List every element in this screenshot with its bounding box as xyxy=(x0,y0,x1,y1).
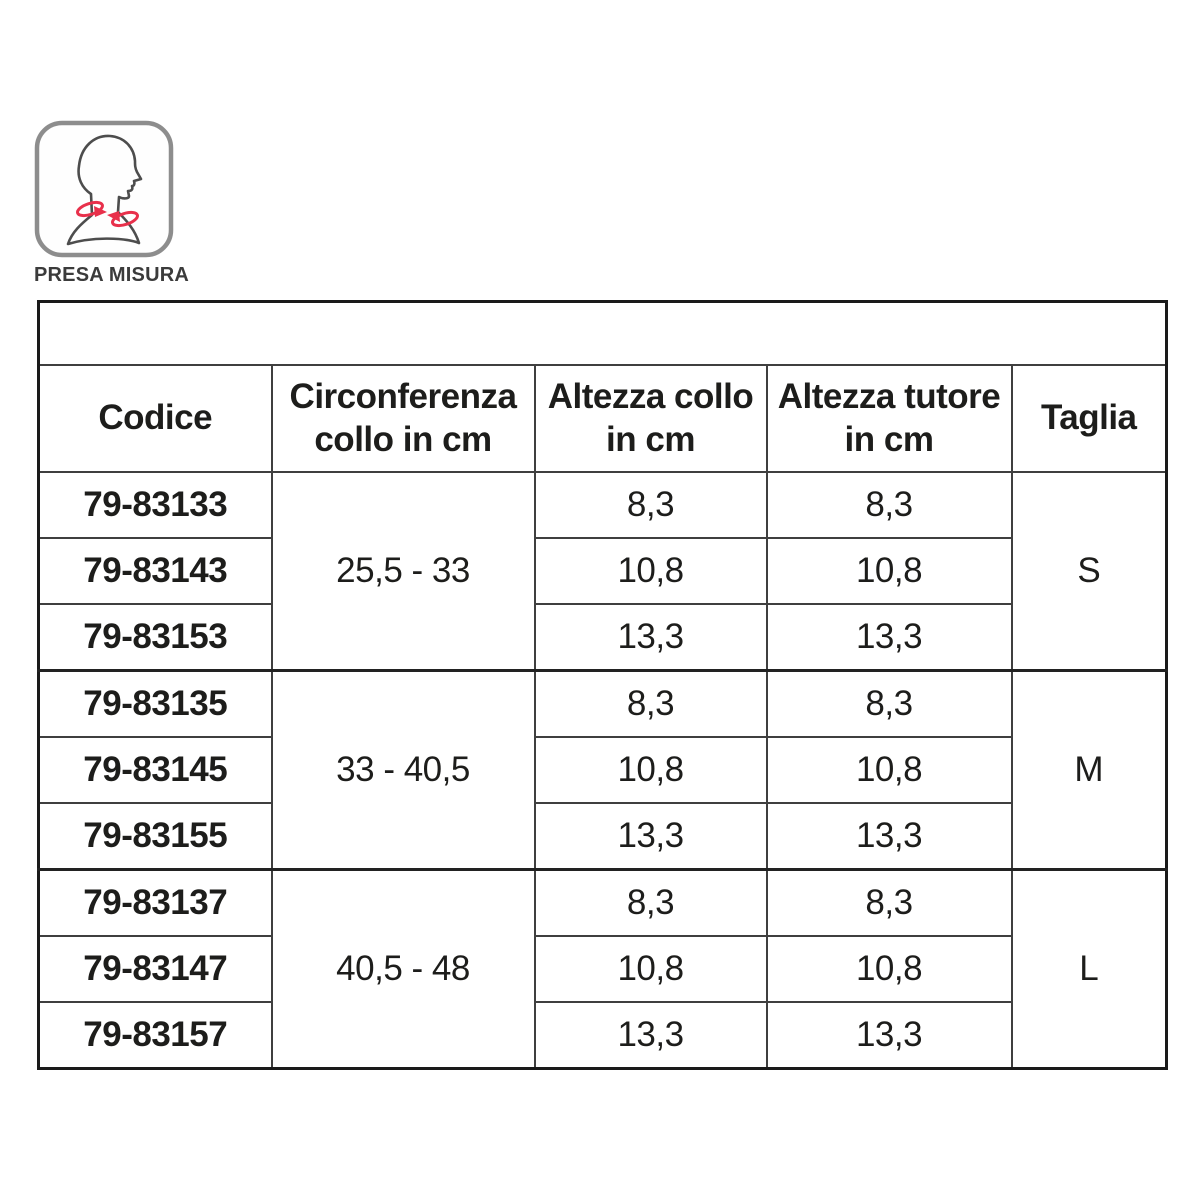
size-cell: S xyxy=(1012,472,1167,671)
altezza-tutore-cell: 8,3 xyxy=(767,671,1012,738)
table-row xyxy=(39,472,1167,538)
altezza-tutore-cell: 13,3 xyxy=(767,803,1012,870)
code-cell: 79-83157 xyxy=(39,1002,272,1069)
neck-measurement-icon xyxy=(34,120,174,258)
pictogram-label: PRESA MISURA xyxy=(34,264,190,286)
altezza-tutore-cell: 13,3 xyxy=(767,1002,1012,1069)
code-cell: 79-83155 xyxy=(39,803,272,870)
altezza-collo-cell: 8,3 xyxy=(535,671,767,738)
circumference-cell: 40,5 - 48 xyxy=(272,870,535,1069)
col-header-altezza-tutore: Altezza tutore in cm xyxy=(767,365,1012,472)
table-row xyxy=(39,538,1167,604)
code-cell: 79-83143 xyxy=(39,538,272,604)
circumference-cell: 33 - 40,5 xyxy=(272,671,535,870)
code-cell: 79-83137 xyxy=(39,870,272,937)
altezza-tutore-cell: 10,8 xyxy=(767,936,1012,1002)
altezza-collo-cell: 13,3 xyxy=(535,803,767,870)
table-title-row xyxy=(39,302,1167,366)
altezza-tutore-cell: 10,8 xyxy=(767,538,1012,604)
altezza-tutore-cell: 8,3 xyxy=(767,472,1012,538)
size-table xyxy=(37,300,1168,1070)
col-header-altezza-collo: Altezza collo in cm xyxy=(535,365,767,472)
altezza-collo-cell: 13,3 xyxy=(535,1002,767,1069)
table-row xyxy=(39,803,1167,870)
col-header-circonferenza: Circonferenza collo in cm xyxy=(272,365,535,472)
code-cell: 79-83145 xyxy=(39,737,272,803)
altezza-tutore-cell: 8,3 xyxy=(767,870,1012,937)
measurement-pictogram xyxy=(34,120,190,287)
altezza-tutore-cell: 10,8 xyxy=(767,737,1012,803)
code-cell: 79-83133 xyxy=(39,472,272,538)
table-row xyxy=(39,604,1167,671)
altezza-collo-cell: 10,8 xyxy=(535,538,767,604)
size-cell: L xyxy=(1012,870,1167,1069)
code-cell: 79-83147 xyxy=(39,936,272,1002)
altezza-collo-cell: 13,3 xyxy=(535,604,767,671)
altezza-collo-cell: 8,3 xyxy=(535,472,767,538)
table-title: Collare California con foro tracheale xyxy=(39,302,1167,366)
altezza-collo-cell: 8,3 xyxy=(535,870,767,937)
table-header-row xyxy=(39,365,1167,472)
col-header-codice: Codice xyxy=(39,365,272,472)
table-row xyxy=(39,870,1167,937)
table-row xyxy=(39,737,1167,803)
altezza-tutore-cell: 13,3 xyxy=(767,604,1012,671)
code-cell: 79-83153 xyxy=(39,604,272,671)
table-row xyxy=(39,671,1167,738)
circumference-cell: 25,5 - 33 xyxy=(272,472,535,671)
col-header-taglia: Taglia xyxy=(1012,365,1167,472)
table-row xyxy=(39,936,1167,1002)
size-cell: M xyxy=(1012,671,1167,870)
altezza-collo-cell: 10,8 xyxy=(535,737,767,803)
table-row xyxy=(39,1002,1167,1069)
altezza-collo-cell: 10,8 xyxy=(535,936,767,1002)
code-cell: 79-83135 xyxy=(39,671,272,738)
